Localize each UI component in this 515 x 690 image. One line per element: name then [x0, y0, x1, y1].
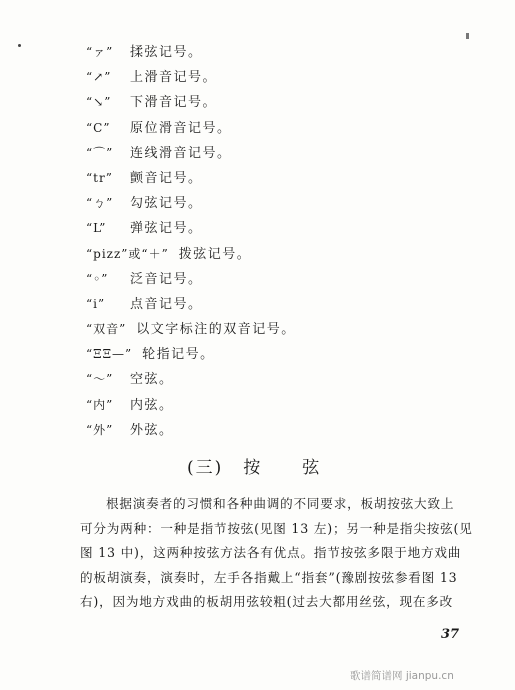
symbol-row [86, 317, 486, 342]
symbol-row [86, 342, 486, 367]
symbol-glyph: “L” [86, 221, 107, 236]
symbol-glyph: “～” [86, 372, 114, 387]
symbol-description: 拨弦记号。 [178, 246, 252, 262]
symbol-glyph: “ㄅ” [86, 196, 114, 211]
paragraph-line: 可分为两种：一种是指节按弦(见图 13 左)；另一种是指尖按弦(见 [80, 520, 473, 536]
symbol-row [86, 40, 486, 65]
symbol-row [86, 242, 486, 267]
paragraph-line: 右)，因为地方戏曲的板胡用弦较粗(过去大都用丝弦，现在多改 [80, 594, 454, 609]
symbol-row [86, 116, 486, 141]
corner-mark [466, 33, 469, 39]
symbol-glyph: “双音” [86, 322, 127, 337]
symbol-description: 点音记号。 [130, 296, 203, 312]
paragraph-line: 根据演奏者的习惯和各种曲调的不同要求，板胡按弦大致上 [106, 496, 455, 511]
symbol-description: 上滑音记号。 [130, 70, 218, 86]
watermark: 歌谱简谱网 jianpu.cn [350, 670, 454, 682]
symbol-row [86, 141, 486, 166]
symbol-description: 连线滑音记号。 [130, 145, 232, 161]
symbol-description: 原位滑音记号。 [130, 120, 232, 136]
symbol-row [86, 90, 486, 115]
paragraph-line: 图 13 中)，这两种按弦方法各有优点。指节按弦多限于地方戏曲 [80, 545, 462, 560]
symbol-glyph: “ΞΞ—” [86, 347, 133, 362]
symbol-description: 勾弦记号。 [130, 196, 203, 212]
symbol-row [86, 191, 486, 216]
symbol-glyph: “外” [86, 422, 114, 437]
symbol-glyph: “⌒” [86, 145, 114, 160]
symbol-row [86, 166, 486, 191]
symbol-description: 弹弦记号。 [130, 221, 203, 237]
margin-dot [18, 44, 21, 47]
symbol-description: 空弦。 [130, 372, 174, 388]
symbol-glyph: “↘” [86, 95, 112, 110]
symbol-glyph: “tr” [86, 170, 113, 185]
symbol-glyph: “◦” [86, 271, 109, 286]
symbol-glyph: “ァ” [86, 45, 114, 59]
symbol-description: 外弦。 [130, 422, 174, 438]
symbol-row [86, 65, 486, 90]
paragraph-line: 的板胡演奏，演奏时，左手各指戴上“指套”(豫剧按弦参看图 13 [80, 569, 458, 585]
page-number: 37 [441, 627, 460, 642]
symbol-glyph: “内” [86, 397, 114, 412]
symbol-description: 以文字标注的双音记号。 [136, 322, 296, 338]
section-heading [187, 456, 321, 480]
symbol-row [86, 418, 486, 443]
symbol-description: 轮指记号。 [142, 347, 215, 363]
symbol-row [86, 267, 486, 292]
symbol-glyph: “C” [86, 120, 111, 135]
symbol-glyph: “↗” [86, 70, 112, 85]
symbol-glyph: “pizz”或“＋” [86, 246, 169, 261]
symbol-list [86, 40, 486, 443]
symbol-row [86, 393, 486, 418]
symbol-glyph: “ⅰ” [86, 296, 106, 311]
symbol-row [86, 292, 486, 317]
section-number: (三) [187, 458, 224, 478]
symbol-row [86, 216, 486, 241]
symbol-description: 揉弦记号。 [130, 45, 203, 60]
section-title-char: 弦 [302, 458, 322, 478]
symbol-description: 泛音记号。 [130, 271, 203, 287]
section-title-char: 按 [243, 458, 263, 478]
symbol-description: 内弦。 [130, 397, 174, 413]
symbol-description: 颤音记号。 [130, 170, 203, 186]
symbol-description: 下滑音记号。 [130, 95, 218, 111]
symbol-row [86, 367, 486, 392]
body-paragraph [80, 492, 485, 615]
